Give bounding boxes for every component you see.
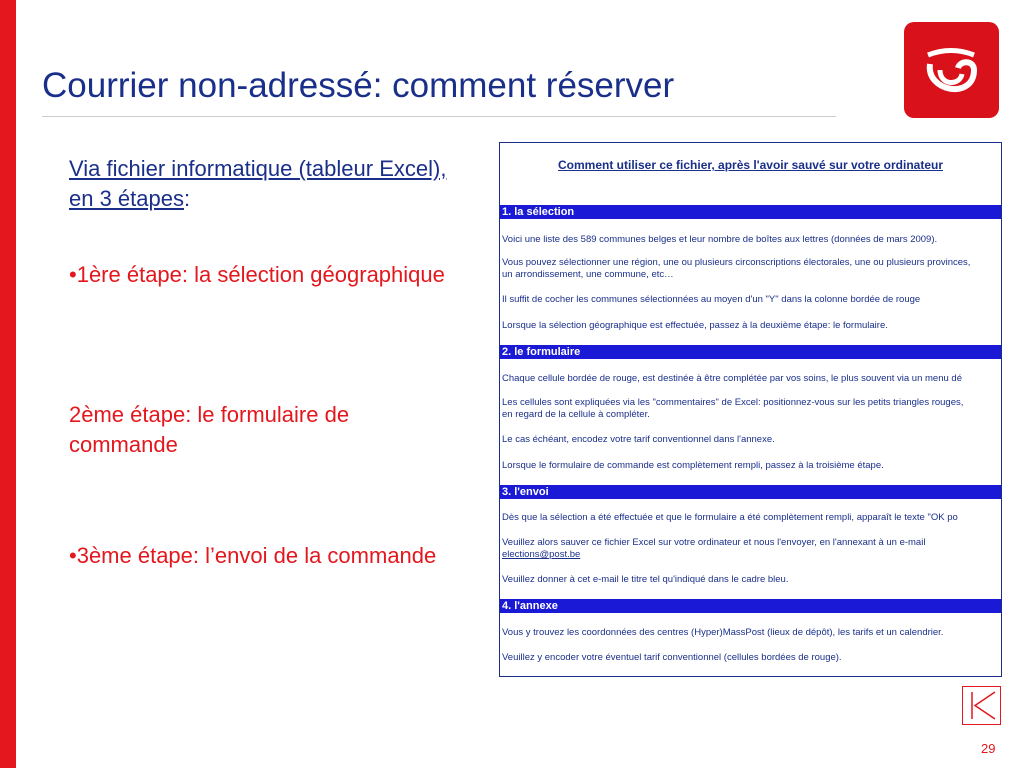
sheet-line: Veuillez y encoder votre éventuel tarif conventionnel (cellules bordées de rouge). <box>502 652 842 663</box>
post-horn-logo-icon <box>904 22 999 118</box>
email-link <box>502 549 580 561</box>
step-2-text: 2ème étape: le formulaire de commande <box>69 402 350 457</box>
title-divider <box>42 116 836 117</box>
excel-instructions-sheet <box>499 142 1002 677</box>
sheet-line: Lorsque la sélection géographique est effectuée, passez à la deuxième étape: le formulaire. <box>502 320 888 331</box>
sheet-line: Veuillez alors sauver ce fichier Excel sur votre ordinateur et nous l'envoyer, en l'annexant à un e-mail <box>502 537 926 548</box>
first-slide-icon[interactable] <box>962 686 1001 725</box>
step-3-text: •3ème étape: l’envoi de la commande <box>69 543 437 568</box>
section-header-send: 3. l'envoi <box>500 485 1001 499</box>
page-title: Courrier non-adressé: comment réserver <box>42 66 675 105</box>
sheet-line: Veuillez donner à cet e-mail le titre tel qu'indiqué dans le cadre bleu. <box>502 574 789 585</box>
left-accent-bar <box>0 0 16 768</box>
section-header-annex: 4. l'annexe <box>500 599 1001 613</box>
sheet-line: Vous y trouvez les coordonnées des centres (Hyper)MassPost (lieux de dépôt), les tarifs et un calendrier. <box>502 627 944 638</box>
section-header-form: 2. le formulaire <box>500 345 1001 359</box>
step-1-text: •1ère étape: la sélection géographique <box>69 262 445 287</box>
excel-file-link[interactable]: Via fichier informatique (tableur Excel), en 3 étapes <box>69 156 447 211</box>
sheet-title: Comment utiliser ce fichier, après l'avoir sauvé sur votre ordinateur <box>558 158 943 172</box>
sheet-line: Vous pouvez sélectionner une région, une ou plusieurs circonscriptions électorales, une ou plusieurs provinces, un arrondissement, une commune, etc… <box>502 257 971 280</box>
sheet-line: Dès que la sélection a été effectuée et que le formulaire a été complètement rempli, apparaît le texte "OK po <box>502 512 958 523</box>
sheet-line: Lorsque le formulaire de commande est complètement rempli, passez à la troisième étape. <box>502 460 884 471</box>
sheet-line: Les cellules sont expliquées via les "commentaires" de Excel: positionnez-vous sur les petits triangles rouges, en regard de la cellule à compléter. <box>502 397 964 420</box>
section-header-selection: 1. la sélection <box>500 205 1001 219</box>
intro-suffix: : <box>183 186 191 211</box>
sheet-line: Il suffit de cocher les communes sélectionnées au moyen d'un "Y" dans la colonne bordée de rouge <box>502 294 921 305</box>
intro-text <box>69 154 449 214</box>
email-address-link[interactable]: elections@post.be <box>502 549 581 560</box>
sheet-line: Le cas échéant, encodez votre tarif conventionnel dans l'annexe. <box>502 434 775 445</box>
sheet-line: Voici une liste des 589 communes belges et leur nombre de boîtes aux lettres (données de mars 2009). <box>502 234 938 245</box>
sheet-line: Chaque cellule bordée de rouge, est destinée à être complétée par vos soins, le plus souvent via un menu dé <box>502 373 962 384</box>
page-number: 29 <box>981 741 996 756</box>
